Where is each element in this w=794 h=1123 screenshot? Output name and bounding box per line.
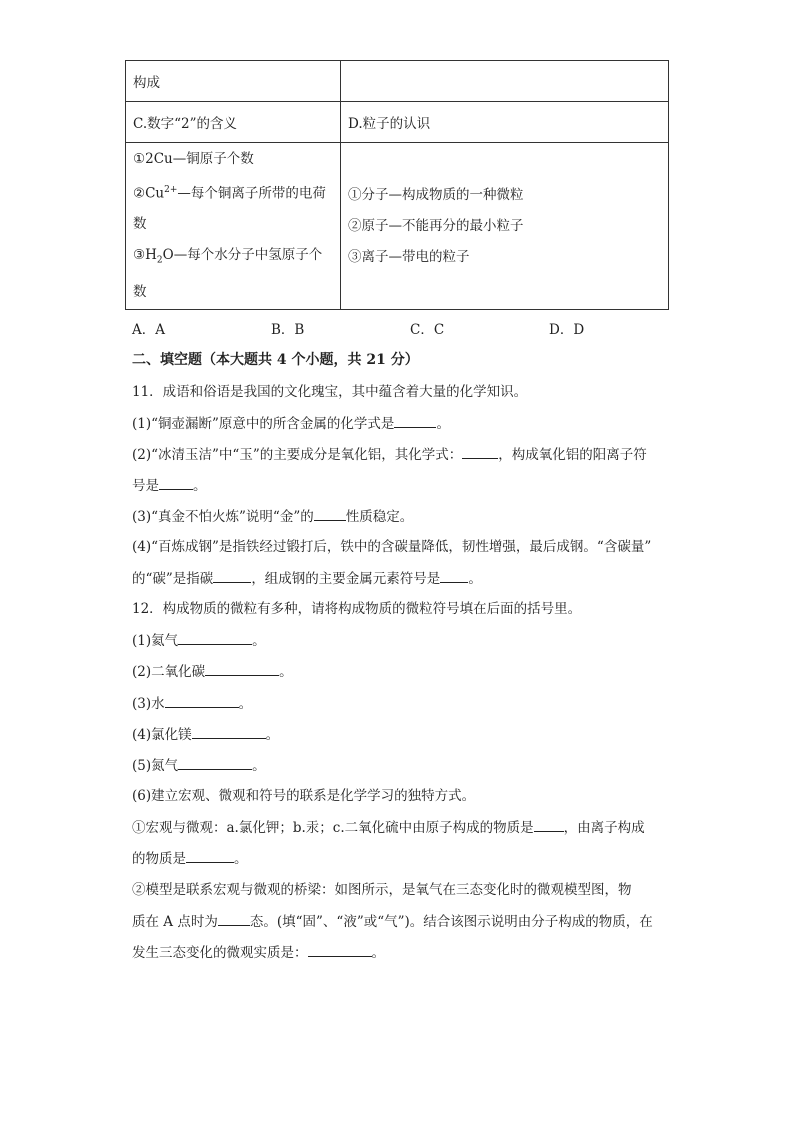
question-11-part-1: [132, 413, 672, 434]
text-fragment: ，组成钢的主要金属元素符号是: [251, 571, 441, 587]
cell-line: 数: [133, 216, 147, 233]
superscript: 2+: [164, 184, 178, 195]
answer-blank[interactable]: [213, 568, 251, 583]
cell-line: ③离子—带电的粒子: [348, 248, 470, 265]
text-fragment: ③H: [133, 247, 157, 264]
text-fragment: (3)水: [132, 696, 165, 712]
cell-line: ②原子—不能再分的最小粒子: [348, 217, 524, 234]
question-12-item-1: [132, 630, 672, 651]
text-fragment: (4)氯化镁: [132, 727, 192, 743]
answer-table: [125, 60, 669, 310]
text-fragment: 发生三态变化的微观实质是：: [132, 945, 308, 961]
text-fragment: 。: [238, 696, 253, 712]
answer-blank[interactable]: [308, 942, 372, 957]
question-12-sub-1-cont: [132, 848, 672, 869]
text-fragment: 。: [468, 571, 482, 587]
text-fragment: 态。(填“固”、“液”或“气”)。结合该图示说明由分子构成的物质，在: [249, 914, 653, 930]
question-12-sub-1: [132, 817, 672, 838]
text-fragment: ②Cu: [133, 185, 165, 202]
text-fragment: 号是: [132, 478, 159, 494]
text-fragment: 。: [279, 664, 293, 680]
text-fragment: —每个铜离子所带的电荷: [177, 185, 326, 202]
text-fragment: (1)氦气: [132, 633, 179, 649]
answer-options: [132, 318, 692, 338]
question-12-item-6: (6)建立宏观、微观和符号的联系是化学学习的独特方式。: [132, 788, 476, 804]
question-11-part-3: [132, 506, 672, 527]
text-fragment: 。: [193, 478, 207, 494]
text-fragment: ①宏观与微观：a.氯化钾；b.汞；c.二氧化硫中由原子构成的物质是: [132, 820, 534, 836]
table-row: [126, 102, 669, 143]
question-12-item-3: [132, 693, 672, 714]
answer-blank[interactable]: [218, 911, 250, 926]
answer-blank[interactable]: [534, 817, 564, 832]
text-fragment: 。: [436, 416, 450, 432]
answer-blank[interactable]: [178, 755, 252, 770]
table-cell: 构成: [126, 61, 341, 102]
question-11-part-2: [132, 444, 672, 465]
text-fragment: (3)“真金不怕火炼”说明“金”的: [132, 509, 314, 525]
text-fragment: ，由离子构成: [563, 820, 645, 836]
text-fragment: (5)氮气: [132, 758, 179, 774]
answer-blank[interactable]: [462, 444, 498, 459]
question-11-part-2-cont: [132, 475, 672, 496]
cell-line: ①分子—构成物质的一种微粒: [348, 186, 524, 203]
table-row: [126, 61, 669, 102]
cell-line: 数: [133, 284, 147, 301]
text-fragment: 。: [252, 758, 266, 774]
cell-line: ①2Cu—铜原子个数: [133, 150, 254, 167]
section-title: 二、填空题（本大题共 4 个小题，共 21 分）: [132, 352, 419, 368]
table-row: [126, 143, 669, 310]
text-fragment: 的“碳”是指碳: [132, 571, 214, 587]
answer-blank[interactable]: [165, 693, 239, 708]
text-fragment: O—每个水分子中氢原子个: [162, 247, 323, 264]
question-11-part-4-cont: [132, 568, 672, 589]
text-fragment: (1)“铜壶漏断”原意中的所含金属的化学式是: [132, 416, 395, 432]
text-fragment: ，构成氧化铝的阳离子符: [498, 447, 647, 463]
text-fragment: 。: [234, 851, 248, 867]
question-11-part-4: (4)“百炼成钢”是指铁经过锻打后，铁中的含碳量降低，韧性增强，最后成钢。“含碳量”: [132, 539, 652, 555]
question-12-stem: 12．构成物质的微粒有多种，请将构成物质的微粒符号填在后面的括号里。: [132, 601, 582, 617]
text-fragment: 性质稳定。: [345, 509, 414, 525]
answer-blank[interactable]: [394, 413, 436, 428]
cell-line: [133, 240, 333, 277]
option-d[interactable]: D．D: [549, 322, 585, 338]
question-12-sub-2-cont: [132, 911, 672, 932]
table-cell-c: [126, 143, 341, 310]
text-fragment: 。: [265, 727, 280, 743]
answer-blank[interactable]: [205, 661, 279, 676]
text-fragment: (2)二氧化碳: [132, 664, 206, 680]
answer-blank[interactable]: [192, 724, 266, 739]
subscript: 2: [156, 256, 163, 267]
question-12-sub-2-end: [132, 942, 672, 963]
option-a[interactable]: A．A: [132, 322, 165, 338]
table-cell: [341, 61, 669, 102]
table-cell-d: [341, 143, 669, 310]
text-fragment: 。: [371, 945, 385, 961]
text-fragment: 。: [252, 633, 266, 649]
text-fragment: 的物质是: [132, 851, 186, 867]
answer-blank[interactable]: [314, 506, 346, 521]
cell-line: [133, 175, 333, 210]
answer-blank[interactable]: [178, 630, 252, 645]
question-12-sub-2: ②模型是联系宏观与微观的桥梁：如图所示，是氧气在三态变化时的微观模型图，物: [132, 882, 632, 898]
option-c[interactable]: C．C: [410, 322, 445, 338]
table-cell: C.数字“2”的含义: [126, 102, 341, 143]
text-fragment: (2)“冰清玉洁”中“玉”的主要成分是氧化铝，其化学式：: [132, 447, 463, 463]
answer-blank[interactable]: [186, 848, 234, 863]
question-12-item-4: [132, 724, 672, 745]
answer-blank[interactable]: [440, 568, 468, 583]
option-b[interactable]: B．B: [271, 322, 305, 338]
answer-blank[interactable]: [159, 475, 193, 490]
table-cell: D.粒子的认识: [341, 102, 669, 143]
text-fragment: 质在 A 点时为: [132, 914, 218, 930]
question-12-item-2: [132, 661, 672, 682]
question-12-item-5: [132, 755, 672, 776]
question-11-stem: 11．成语和俗语是我国的文化瑰宝，其中蕴含着大量的化学知识。: [132, 384, 528, 400]
